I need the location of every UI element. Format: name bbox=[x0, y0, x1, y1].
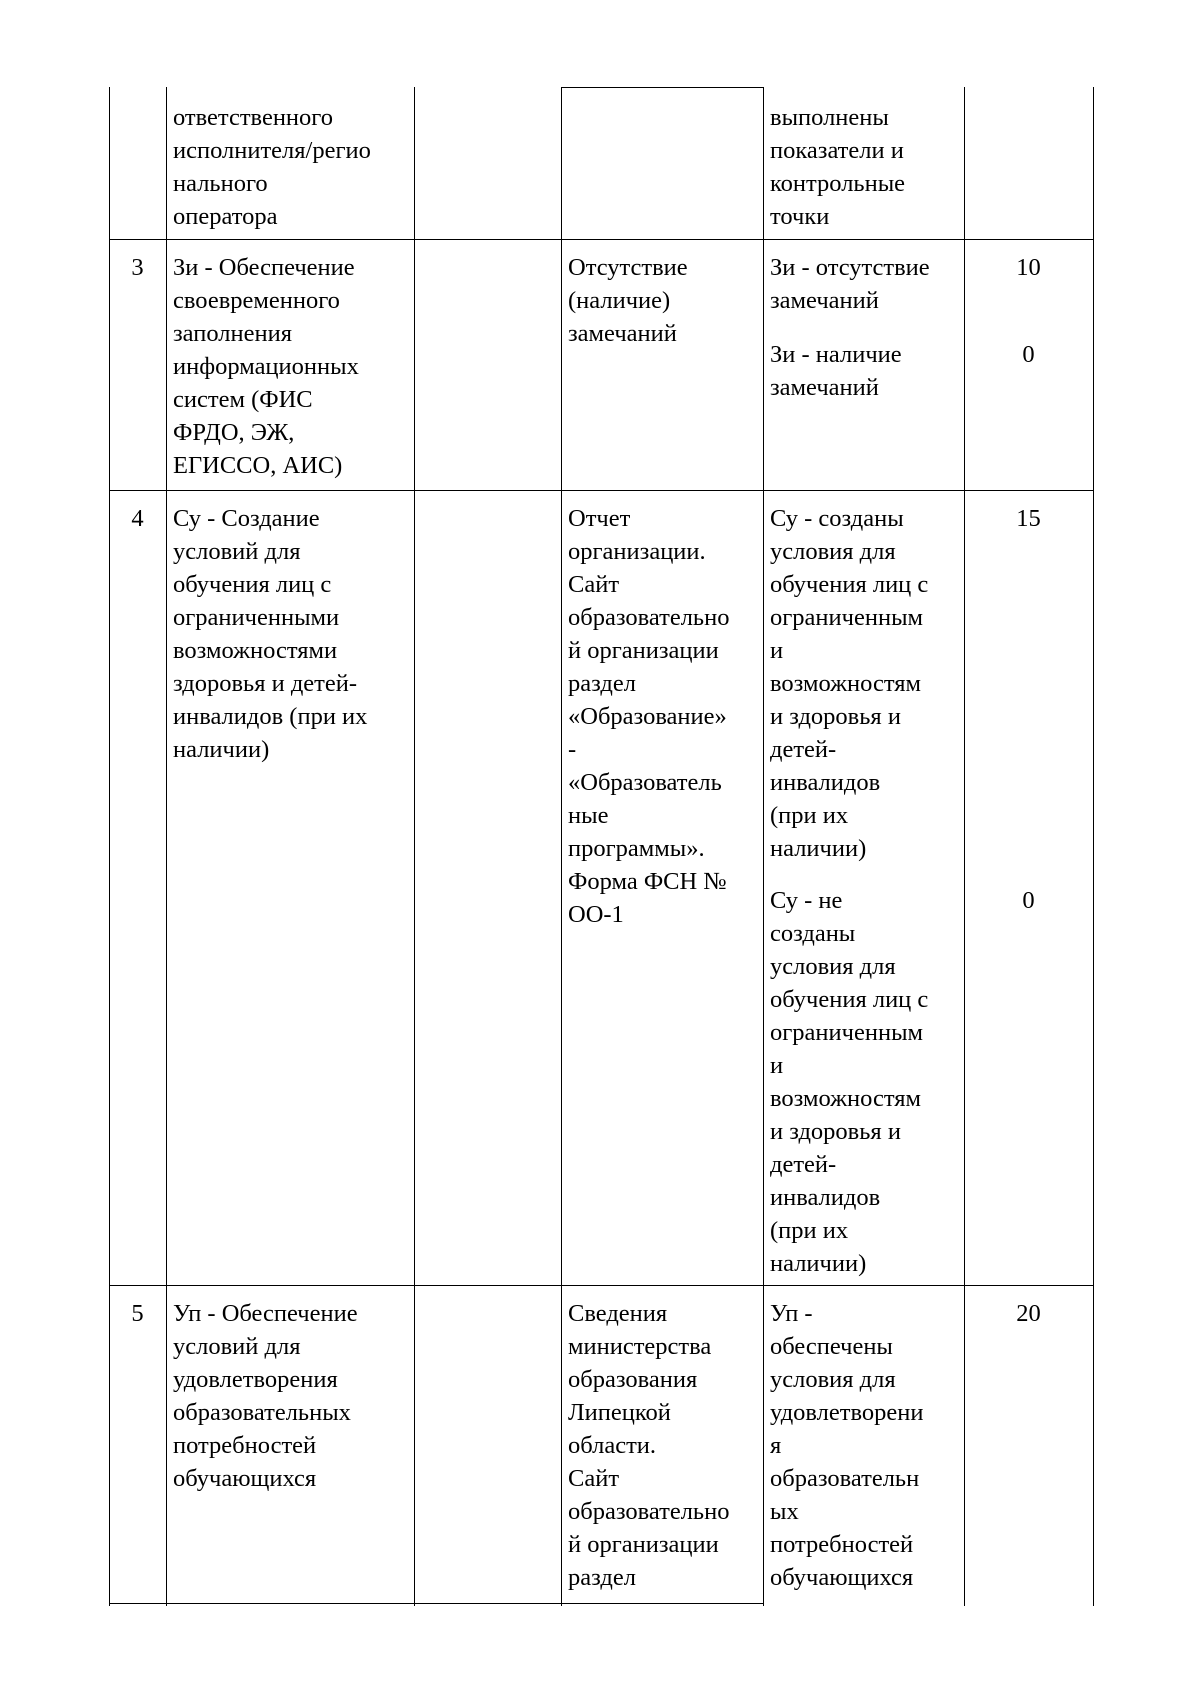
row3-condition-a: Су - созданы условия для обучения лиц с ограниченным и возможностям и здоровья и детей- инвалидов (при их наличии) bbox=[770, 505, 929, 862]
row-divider-3 bbox=[109, 1285, 1094, 1286]
row1-condition-a: выполнены показатели и контрольные точки bbox=[770, 104, 906, 230]
row2-condition-a: Зи - отсутствие замечаний bbox=[770, 254, 930, 314]
row4-name: Уп - Обеспечение условий для удовлетворения образовательных потребностей обучающихся bbox=[173, 1300, 358, 1492]
column-divider-4 bbox=[763, 87, 764, 1606]
row2-condition-b: Зи - наличие замечаний bbox=[770, 341, 902, 401]
row2-name: Зи - Обеспечение своевременного заполнения информационных систем (ФИС ФРДО, ЭЖ, ЕГИССО, АИС) bbox=[173, 254, 359, 479]
table-border-right bbox=[1093, 87, 1094, 1606]
row-divider-2 bbox=[109, 490, 1094, 491]
column-divider-1 bbox=[166, 87, 167, 1606]
column-divider-3 bbox=[561, 87, 562, 1606]
table-border-left bbox=[109, 87, 110, 1606]
table-border-top bbox=[561, 87, 764, 88]
table-border-bottom bbox=[109, 1603, 764, 1604]
row4-source: Сведения министерства образования Липецкой области. Сайт образовательно й организации раздел bbox=[568, 1300, 730, 1591]
row4-number: 5 bbox=[131, 1300, 144, 1327]
row3-number: 4 bbox=[131, 505, 144, 532]
row3-score-a: 15 bbox=[1016, 505, 1041, 532]
column-divider-5 bbox=[964, 87, 965, 1606]
row1-name: ответственного исполнителя/регио нального оператора bbox=[173, 104, 371, 230]
row2-source: Отсутствие (наличие) замечаний bbox=[568, 254, 688, 347]
row2-score-a: 10 bbox=[1016, 254, 1041, 281]
row2-number: 3 bbox=[131, 254, 144, 281]
row-divider-1 bbox=[109, 239, 1094, 240]
row2-score-b: 0 bbox=[1022, 341, 1035, 368]
row3-name: Су - Создание условий для обучения лиц с ограниченными возможностями здоровья и детей- инвалидов (при их наличии) bbox=[173, 505, 368, 763]
row3-source: Отчет организации. Сайт образовательно й организации раздел «Образование» - «Образователь ные программы». Форма ФСН № ОО-1 bbox=[568, 505, 730, 928]
row4-condition-a: Уп - обеспечены условия для удовлетворени я образовательн ых потребностей обучающихся bbox=[770, 1300, 924, 1591]
row3-score-b: 0 bbox=[1022, 887, 1035, 914]
column-divider-2 bbox=[414, 87, 415, 1606]
row3-condition-b: Су - не созданы условия для обучения лиц с ограниченным и возможностям и здоровья и детей- инвалидов (при их наличии) bbox=[770, 887, 929, 1277]
row4-score-a: 20 bbox=[1016, 1300, 1041, 1327]
